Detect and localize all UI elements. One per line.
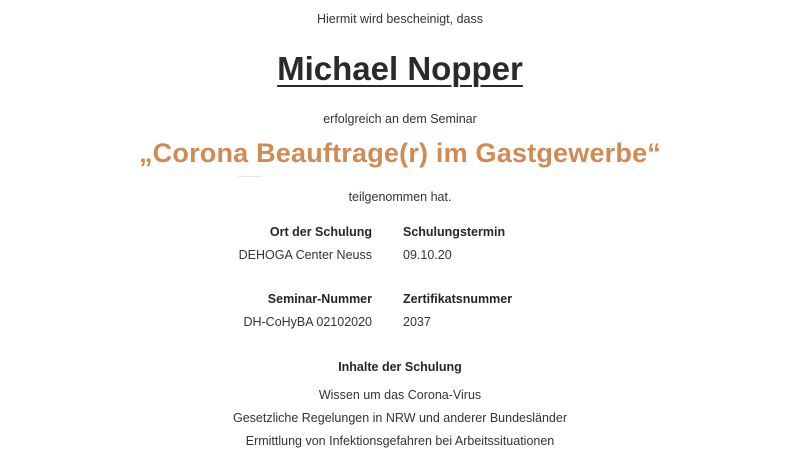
list-item: Gesetzliche Regelungen in NRW und anderer Bundesländer — [232, 411, 567, 425]
seminar-number-value: DH-CoHyBA 02102020 — [243, 315, 372, 329]
seminar-number-label: Seminar-Nummer — [267, 292, 372, 306]
date-value: 09.10.20 — [403, 248, 452, 262]
location-label: Ort der Schulung — [269, 225, 372, 239]
date-label: Schulungstermin — [403, 225, 506, 239]
certificate-number-value: 2037 — [403, 315, 431, 329]
certificate-intro: Hiermit wird bescheinigt, dass — [316, 12, 484, 26]
completed-text: teilgenommen hat. — [348, 190, 452, 204]
location-value: DEHOGA Center Neuss — [238, 248, 372, 262]
list-item: Ermittlung von Infektionsgefahren bei Arbeitssituationen — [245, 434, 555, 448]
attended-text: erfolgreich an dem Seminar — [323, 112, 477, 126]
recipient-name: Michael Nopper — [277, 50, 523, 87]
recipient-name-block — [0, 50, 800, 88]
seminar-title: „Corona Beauftrage(r) im Gastgewerbe“ — [138, 138, 661, 168]
scan-artifact-line — [238, 176, 262, 177]
certificate-number-label: Zertifikatsnummer — [403, 292, 513, 306]
contents-list — [0, 388, 800, 457]
contents-title: Inhalte der Schulung — [338, 360, 462, 374]
list-item: Wissen um das Corona-Virus — [318, 388, 482, 402]
